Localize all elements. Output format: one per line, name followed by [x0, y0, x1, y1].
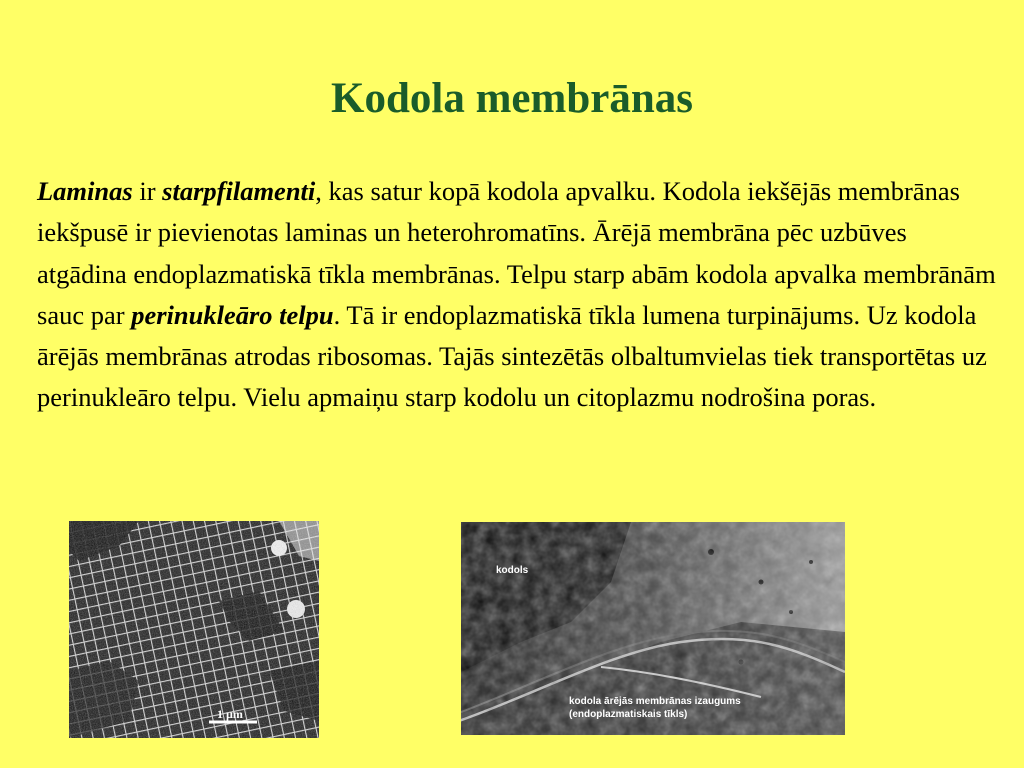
paragraph-text-1: ir — [132, 176, 163, 206]
lamina-meshwork-image — [69, 521, 319, 738]
lamina-micrograph — [69, 521, 319, 738]
label-kodols: kodols — [496, 565, 529, 576]
slide-title: Kodola membrānas — [331, 75, 693, 122]
scale-label: 1 µm — [217, 707, 243, 721]
term-laminas: Laminas — [37, 176, 133, 206]
paragraph-text-2: , kas satur kopā kodola apvalku. Kodola iekšējās membrānas iekšpusē ir pievienotas laminas un heterohromatīns. Ārējā membrāna pēc uzbūves atgādina endoplazmatiskā tīkla membrānas. Telpu starp abām kodola apvalka membrānām sauc par — [37, 176, 996, 330]
term-starpfilamenti: starpfilamenti — [162, 176, 316, 206]
label-outgrowth-line1: kodola ārējās membrānas izaugums — [569, 696, 741, 707]
term-perinuklearo-telpu: perinukleāro telpu — [131, 299, 334, 330]
label-outgrowth-line2: (endoplazmatiskais tīkls) — [569, 709, 688, 720]
paragraph-text-3: . Tā ir endoplazmatiskā tīkla lumena turpinājums. Uz kodola ārējās membrānas atrodas ribosomas. Tajās sintezētās olbaltumvielas tiek transportētas uz perinukleāro telpu. Vielu apmaiņu starp kodolu un citoplazmu nodrošina poras. — [37, 299, 987, 413]
nucleus-micrograph — [461, 522, 845, 735]
slide-paragraph — [37, 171, 997, 419]
